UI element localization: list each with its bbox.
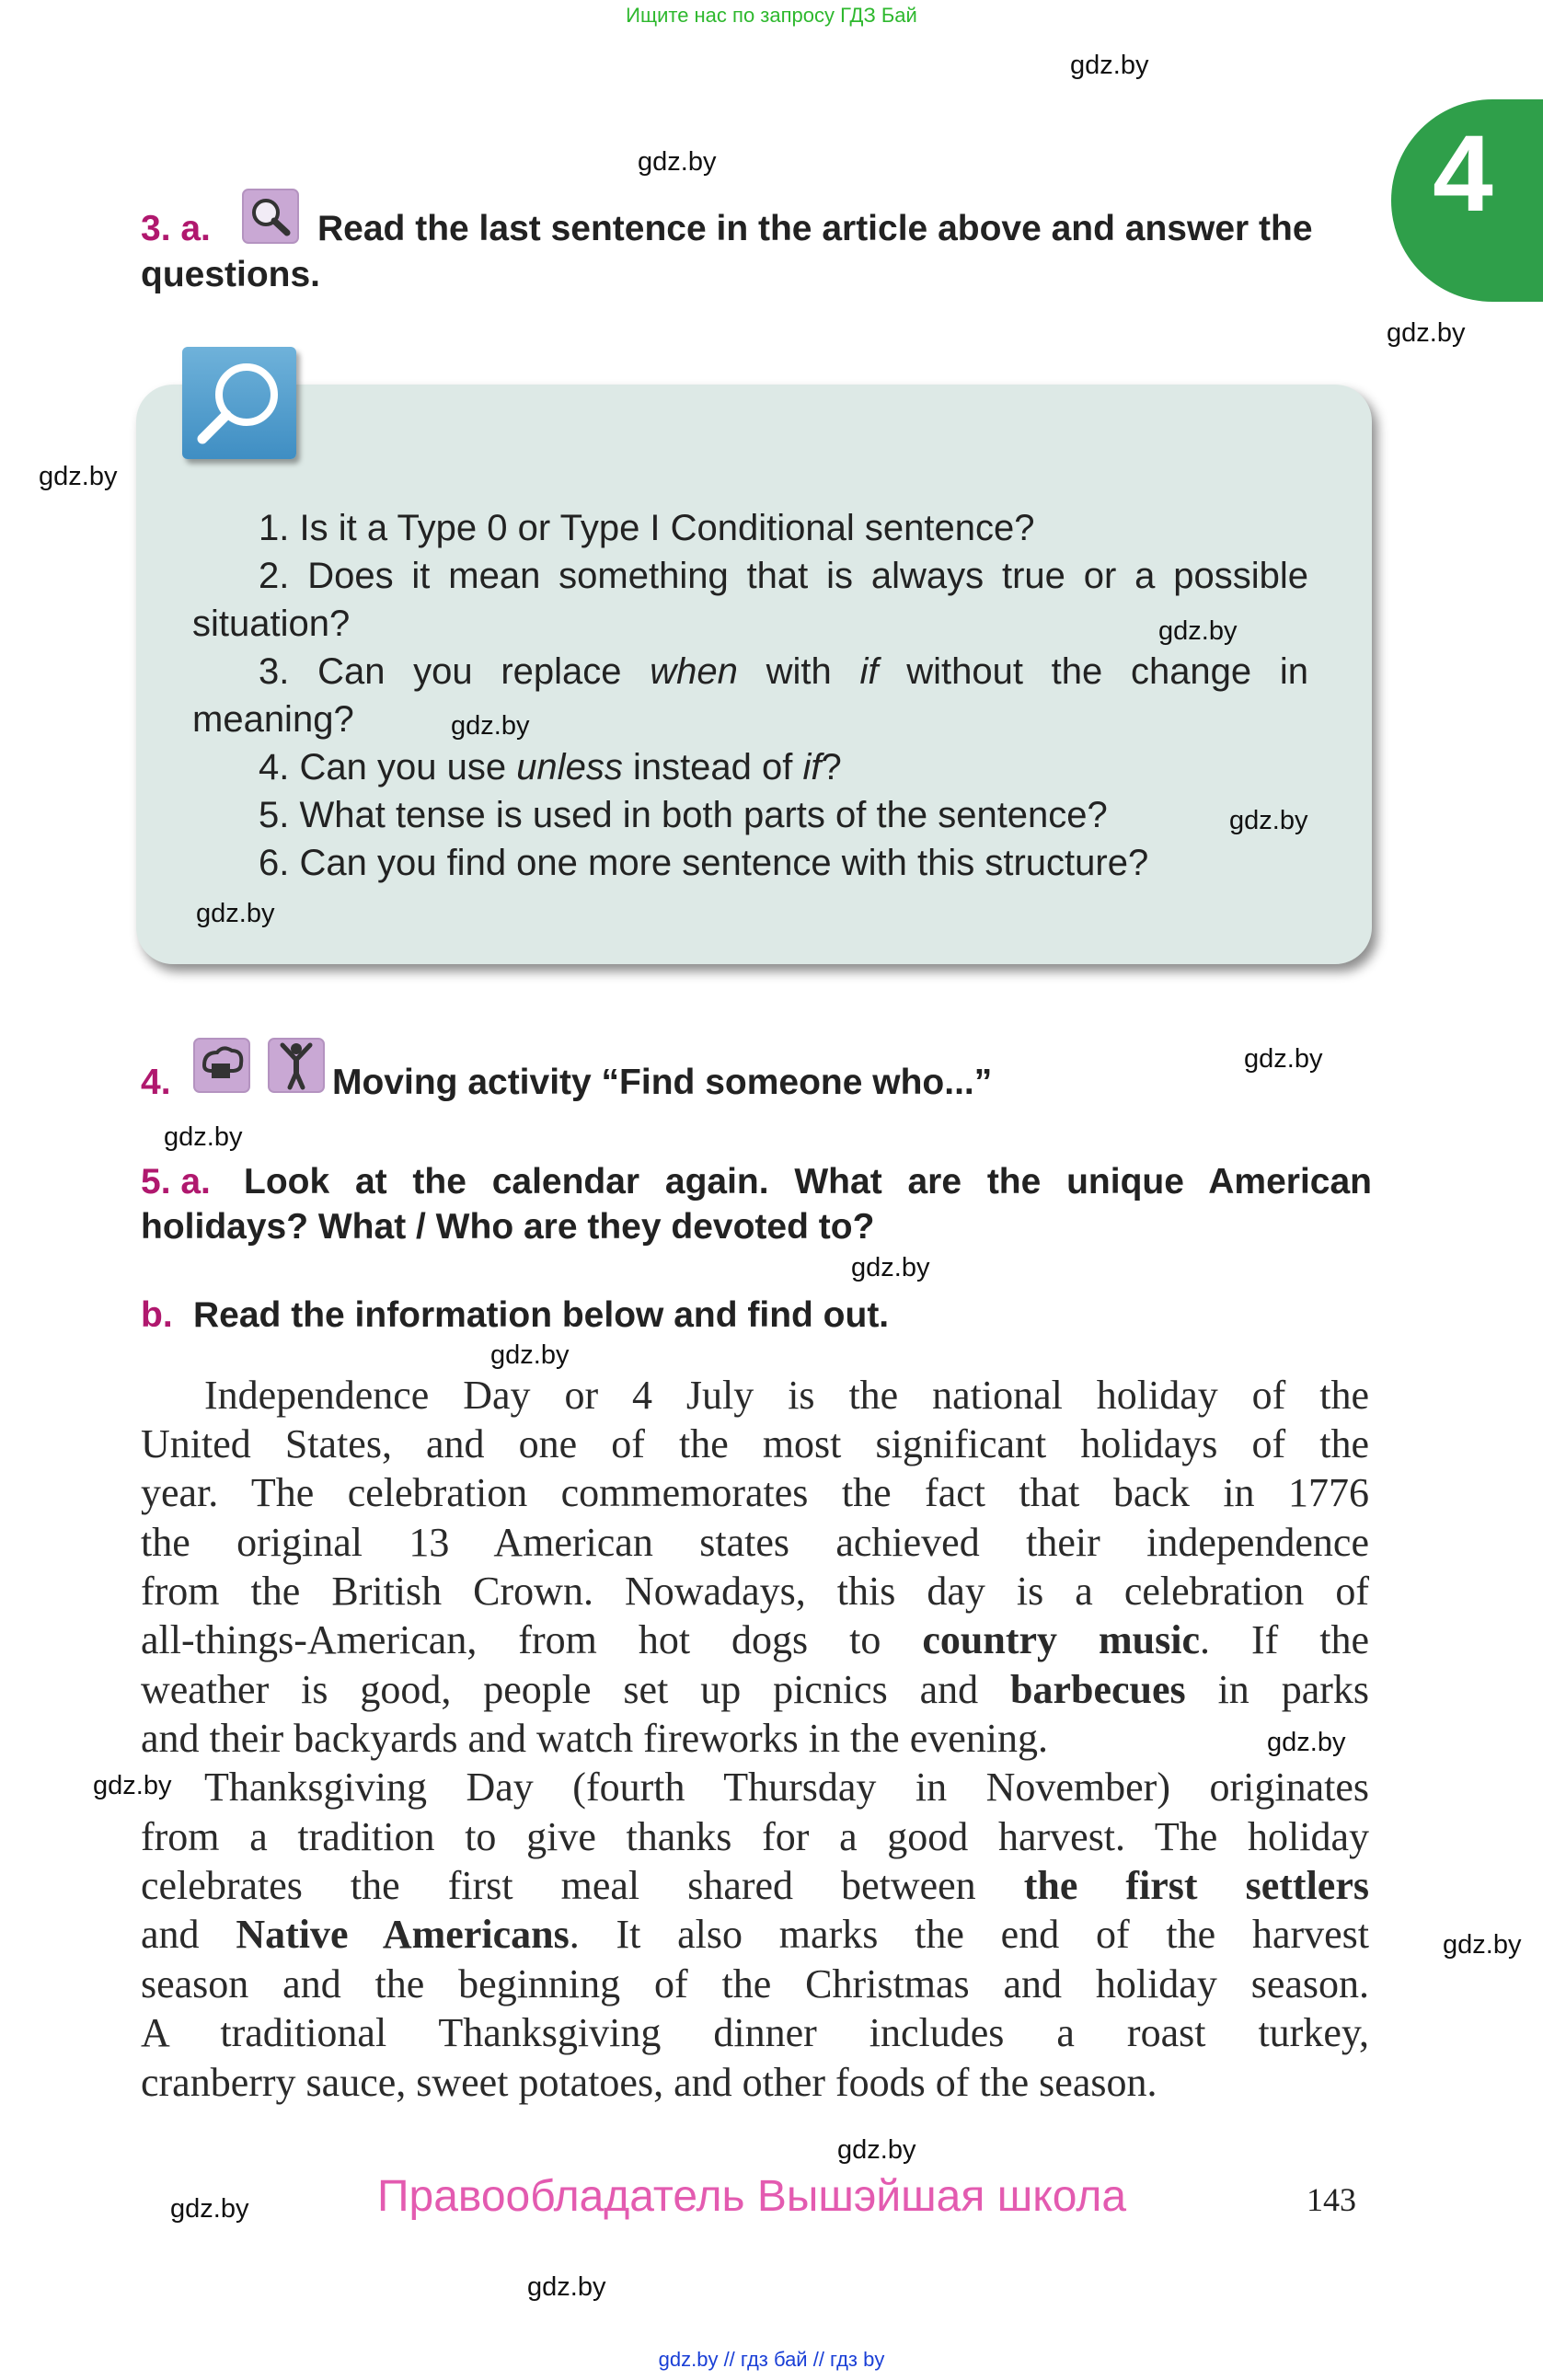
article-line: United States, and one of the most significant holidays of the — [141, 1421, 1369, 1466]
article-line: and their backyards and watch fireworks in the evening. — [141, 1716, 1048, 1761]
copyright-holder: Правообладатель Вышэйшая школа — [377, 2172, 1127, 2221]
group-work-icon — [193, 1038, 250, 1093]
question-5: 5. What tense is used in both parts of the sentence? — [259, 795, 1108, 835]
magnifier-icon — [182, 347, 296, 459]
task-3a-number: 3. a. — [141, 209, 211, 248]
article-line: and Native Americans. It also marks the end of the harvest — [141, 1912, 1370, 1957]
task-5b-number: b. — [141, 1295, 173, 1335]
task-4-text: Moving activity “Find someone who...” — [332, 1063, 993, 1102]
task-5a-text-line1: Look at the calendar again. What are the unique American — [244, 1162, 1372, 1201]
watermark: gdz.by — [1267, 1728, 1346, 1757]
watermark: gdz.by — [837, 2135, 916, 2165]
question-6: 6. Can you find one more sentence with this structure? — [259, 843, 1149, 883]
watermark: gdz.by — [164, 1122, 243, 1152]
search-hint-link[interactable]: Ищите нас по запросу ГДЗ Бай — [626, 4, 917, 27]
watermark: gdz.by — [1387, 318, 1466, 348]
article-line: the original 13 American states achieved their independence — [141, 1520, 1369, 1565]
task-5a-text-line2: holidays? What / Who are they devoted to? — [141, 1207, 875, 1247]
watermark: gdz.by — [1443, 1930, 1522, 1960]
question-1: 1. Is it a Type 0 or Type I Conditional sentence? — [259, 508, 1035, 548]
task-5b-text: Read the information below and find out. — [193, 1295, 890, 1335]
watermark: gdz.by — [1070, 51, 1149, 80]
watermark: gdz.by — [1244, 1044, 1323, 1074]
watermark: gdz.by — [170, 2194, 249, 2224]
question-2-line1: 2. Does it mean something that is always true or a possible — [259, 556, 1308, 596]
article-line: from the British Crown. Nowadays, this day is a celebration of — [141, 1569, 1369, 1614]
watermark: gdz.by — [527, 2272, 606, 2302]
watermark: gdz.by — [451, 711, 530, 741]
page-number: 143 — [1307, 2181, 1356, 2218]
task-4-number: 4. — [141, 1063, 171, 1102]
task-3a-text-line2: questions. — [141, 255, 321, 294]
watermark: gdz.by — [638, 147, 717, 177]
article-line: Thanksgiving Day (fourth Thursday in November) originates — [204, 1765, 1369, 1810]
article-line: A traditional Thanksgiving dinner includes a roast turkey, — [141, 2010, 1369, 2055]
chapter-number: 4 — [1433, 113, 1493, 235]
watermark: gdz.by — [1229, 806, 1308, 835]
question-4: 4. Can you use unless instead of if? — [259, 747, 842, 788]
article-line: celebrates the first meal shared between the first settlers — [141, 1863, 1369, 1908]
magnifier-task-icon — [242, 189, 299, 244]
watermark: gdz.by — [39, 462, 118, 491]
watermark: gdz.by — [490, 1340, 570, 1370]
article-line: Independence Day or 4 July is the national holiday of the — [204, 1373, 1369, 1418]
watermark: gdz.by — [93, 1771, 172, 1800]
article-line: cranberry sauce, sweet potatoes, and other foods of the season. — [141, 2060, 1157, 2105]
article-line: weather is good, people set up picnics and barbecues in parks — [141, 1667, 1369, 1712]
task-3a-text-line1: Read the last sentence in the article above and answer the — [317, 209, 1313, 248]
watermark: gdz.by — [196, 899, 275, 928]
question-2-line2: situation? — [192, 604, 351, 644]
moving-person-icon — [268, 1038, 325, 1093]
watermark: gdz.by — [851, 1253, 930, 1282]
task-5a-number: 5. a. — [141, 1162, 211, 1201]
article-line: year. The celebration commemorates the fact that back in 1776 — [141, 1470, 1369, 1515]
article-line: season and the beginning of the Christmas and holiday season. — [141, 1961, 1369, 2006]
watermark: gdz.by — [1158, 616, 1238, 646]
article-line: all-things-American, from hot dogs to country music. If the — [141, 1617, 1370, 1662]
article-line: from a tradition to give thanks for a good harvest. The holiday — [141, 1814, 1369, 1859]
question-3-line2: meaning? — [192, 699, 354, 740]
footer-links[interactable]: gdz.by // гдз бай // гдз by — [658, 2348, 885, 2371]
question-3-line1: 3. Can you replace when with if without the change in — [259, 651, 1309, 692]
